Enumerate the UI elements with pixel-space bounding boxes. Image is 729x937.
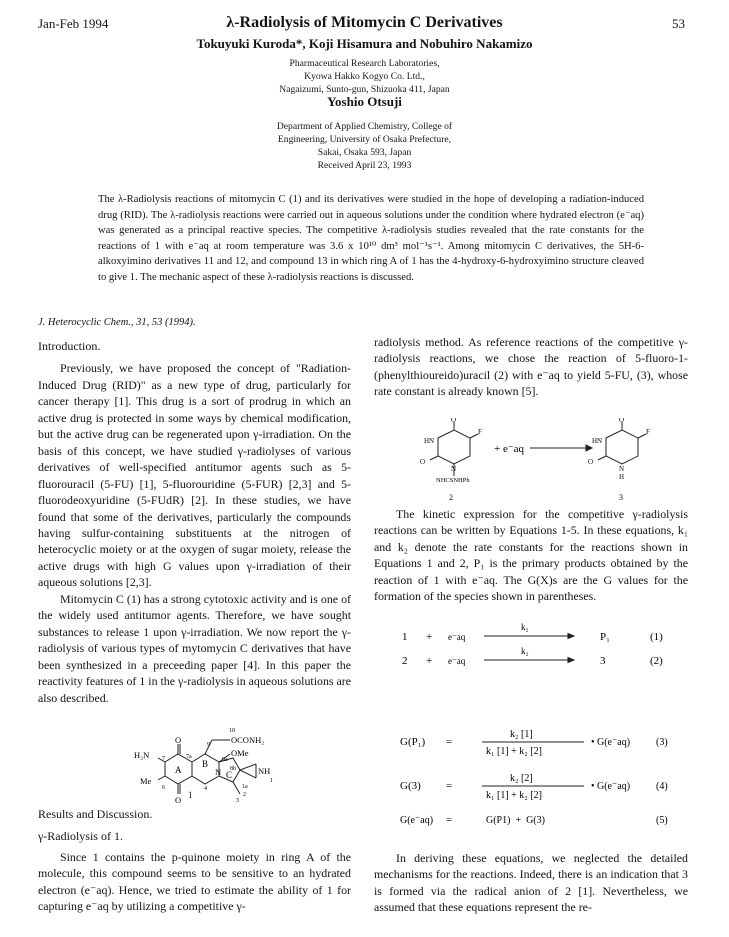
left-column-top	[38, 338, 351, 706]
locant-4: 4	[204, 786, 207, 792]
results-paragraph-1: Since 1 contains the p-quinone moiety in ring A of the molecule, this compound seems to be sensitive to an hydrated electron (e⁻aq). Hence, we tried to estimate the ability of 1 for capturing e⁻aq by utilizing a competitive γ-	[38, 849, 351, 914]
intro-paragraph-1: Previously, we have proposed the concept of "Radiation-Induced Drug (RID)" as a new type of drug, particularly for cancer therapy [1]. This drug is a sort of prodrug in which an active drug is protected in some ways by chemical modification, but the active drug can be regenerated upon γ-irradiation. On the basis of this concept, we have studied γ-radiolyses of various derivatives of well-specified antitumor agents such as 5-fluorouracil (5-FU) [1], 5-fluorouridine (5-FUR) [2,3] and 5-fluorodeoxyuridine (5-FUdR) [2]. In these studies, we have found that some of the derivatives, particularly the compounds having sulfur-containing substituents at the nitrogen of heterocyclic moiety or at the oxygen of sugar moiety, release the active drugs with high G values upon γ-irradiation of their aqueous solutions [2,3].	[38, 361, 351, 590]
eq3-equals: =	[446, 736, 453, 748]
affiliation-line: Department of Applied Chemistry, College of	[276, 121, 453, 132]
eq3-factor: • G(e⁻aq)	[591, 737, 631, 748]
eq4-equals: =	[446, 780, 453, 792]
author-2: Yoshio Otsuji	[327, 94, 402, 109]
affiliation-line: Nagaizumi, Sunto-gun, Shizuoka 411, Japan	[279, 84, 450, 95]
authors: Tokuyuki Kuroda*, Koji Hisamura and Nobuhiro Nakamizo	[196, 36, 533, 51]
affiliation-line: Kyowa Hakko Kogyo Co. Ltd.,	[304, 71, 425, 82]
group-carbamate: OCONH₂	[231, 735, 265, 745]
page-number: 53	[672, 16, 685, 31]
running-header-date: Jan-Feb 1994	[38, 16, 109, 31]
atom-f: F	[646, 428, 650, 436]
abstract: The λ-Radiolysis reactions of mitomycin C (1) and its derivatives were studied in the hope of developing a radiation-induced drug (RID). The λ-radiolysis reactions were carried out in aqueous solutions under the condition where hydrated electron (e⁻aq) was generated as a principal reactive species. The competitive λ-radiolysis studies revealed that the rate constants for the reactions of 1 with e⁻aq at room temperature was 3.6 x 10¹⁰ dm³ mol⁻¹s⁻¹. Among mitomycin C derivatives, the 5H-6-alkoxyimino derivatives 11 and 12, and compound 13 in which ring A of 1 has the 4-hydroxy-6-hydroxyimino structure cleaved to give 1. The mechanic aspect of these λ-radiolysis reactions is discussed.	[98, 194, 644, 283]
intro-paragraph-2: Mitomycin C (1) has a strong cytotoxic activity and is one of the widely used antitumor agents. Therefore, we have sought substances to release 1 upon γ-irradiation. We now report the γ-radiolysis of various types of mytomycin C derivatives that have been synthesized in a preceeding paper [4]. In this paper the reactivity features of 1 in the γ-radiolysis in aqueous solutions are also described.	[38, 591, 352, 705]
results-heading: Results and Discussion.	[38, 807, 153, 821]
left-column-bottom	[38, 806, 351, 915]
citation: J. Heterocyclic Chem., 31, 53 (1994).	[38, 317, 196, 328]
reaction-scheme	[410, 418, 690, 508]
atom-hn: HN	[424, 437, 435, 445]
locant-6: 6	[162, 785, 165, 791]
affiliation-line: Pharmaceutical Research Laboratories,	[289, 58, 440, 69]
group-ome: OMe	[231, 748, 249, 758]
locant-9a: 9a	[222, 757, 228, 763]
atom-nh: NH	[258, 766, 271, 776]
atom-f: F	[478, 428, 482, 436]
locant-3: 3	[236, 798, 239, 804]
eq5-number: (5)	[656, 815, 668, 826]
eq4-lhs: G(3)	[400, 780, 421, 792]
locant-10: 10	[229, 728, 235, 734]
compound-label-2: 2	[449, 493, 453, 502]
uracil-ring-right	[606, 430, 638, 464]
received-date: Received April 23, 1993	[317, 160, 412, 171]
eq2-rate-constant: k₂	[521, 646, 529, 656]
eq2-number: (2)	[650, 655, 663, 667]
eq2-plus: +	[426, 655, 433, 667]
eq5-lhs: G(e⁻aq)	[400, 815, 434, 826]
atom-o: O	[420, 458, 426, 466]
locant-1a: 1a	[242, 784, 248, 790]
eq1-product: P₁	[600, 631, 610, 643]
atom-h2n: H₂N	[134, 750, 150, 760]
eq4-factor: • G(e⁻aq)	[591, 781, 631, 792]
atom-o: O	[451, 418, 457, 424]
ring-label-c: C	[226, 770, 233, 780]
right-paragraph-1: radiolysis method. As reference reactions of the competitive γ-radiolysis reactions, we chose the reaction of 5-fluoro-1-(phenylthioureido)uracil (2) with e⁻aq to yield 5-FU, (3), whose rate constant is already known [5].	[374, 335, 688, 399]
right-paragraph-3: In deriving these equations, we neglected the detailed mechanisms for the reactions. Indeed, there is an indication that 3 is formed via the radical anion of 2 [1]. Nevertheless, we assumed that these equations represent the re-	[374, 851, 688, 915]
compound-label-3: 3	[619, 493, 623, 502]
affiliation-line: Engineering, University of Osaka Prefecture,	[277, 134, 452, 145]
substituent-label: NHCSNHPh	[436, 477, 470, 484]
right-column-bottom	[374, 850, 688, 916]
ring-label-b: B	[202, 759, 209, 769]
paper-title: λ-Radiolysis of Mitomycin C Derivatives	[226, 14, 503, 31]
eq4-denominator: k₁ [1] + k₂ [2]	[486, 790, 542, 801]
locant-1: 1	[270, 778, 273, 784]
equations-3-5	[388, 724, 698, 832]
atom-o-top: O	[175, 735, 182, 745]
eq4-numerator: k₂ [2]	[510, 773, 533, 784]
affiliation-1	[0, 57, 729, 96]
eq5-equals: =	[446, 814, 453, 826]
eq4-number: (4)	[656, 781, 668, 792]
locant-7: 7	[162, 756, 165, 762]
locant-8b: 8b	[230, 766, 236, 772]
atom-n: N	[215, 767, 222, 777]
subsection-heading: γ-Radiolysis of 1.	[38, 829, 123, 844]
atom-h: H	[619, 473, 625, 481]
locant-9: 9	[207, 742, 210, 748]
mitomycin-structure	[130, 716, 300, 808]
atom-n: N	[619, 465, 625, 473]
right-paragraph-2: The kinetic expression for the competitive γ-radiolysis reactions can be written by Equations 1-5. In these equations, k₁ and k₂ denote the rate constants for the reactions shown in Equations 1 and 2, P₁ is the primary products obtained by the reaction of 1 with e⁻aq. The G(X)s are the G values for the formation of the species shown in parentheses.	[374, 507, 688, 604]
atom-hn: HN	[592, 437, 603, 445]
intro-heading: Introduction.	[38, 339, 101, 353]
affiliation-line: Sakai, Osaka 593, Japan	[317, 147, 412, 158]
right-column-middle	[374, 506, 688, 605]
atom-o-bottom: O	[175, 795, 182, 805]
structure-label-1: 1	[188, 790, 193, 800]
eq1-number: (1)	[650, 631, 663, 643]
affiliation-2	[0, 120, 729, 172]
locant-7a: 7a	[186, 754, 192, 760]
eq2-reactant: 2	[402, 655, 408, 667]
eq3-numerator: k₂ [1]	[510, 729, 533, 740]
right-column-top	[374, 334, 688, 400]
eq3-number: (3)	[656, 737, 668, 748]
eq1-plus: +	[426, 631, 433, 643]
locant-2: 2	[243, 792, 246, 798]
atom-me: Me	[140, 776, 152, 786]
eq3-lhs: G(P₁)	[400, 736, 426, 748]
equations-1-2	[388, 622, 698, 670]
eq1-reagent: e⁻aq	[448, 632, 466, 642]
atom-o: O	[588, 458, 594, 466]
eq1-reactant: 1	[402, 631, 408, 643]
eq3-denominator: k₁ [1] + k₂ [2]	[486, 746, 542, 757]
reagent-label: + e⁻aq	[494, 443, 525, 455]
eq5-rhs: G(P1) + G(3)	[486, 815, 545, 826]
eq1-rate-constant: k₁	[521, 622, 529, 632]
eq2-reagent: e⁻aq	[448, 656, 466, 666]
atom-o: O	[619, 418, 625, 424]
uracil-ring-left	[438, 430, 470, 464]
atom-n: N	[451, 465, 457, 473]
eq2-product: 3	[600, 655, 606, 667]
ring-label-a: A	[175, 765, 182, 775]
